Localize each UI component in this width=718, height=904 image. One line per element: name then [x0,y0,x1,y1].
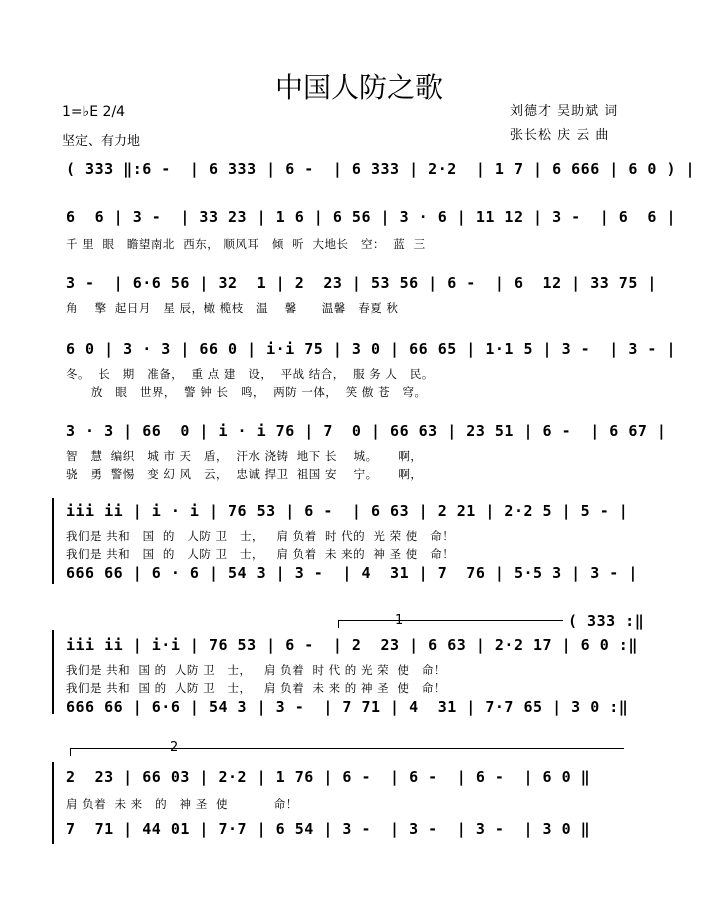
notation-row-1: ( 333 ‖:6 - | 6 333 | 6 - | 6 333 | 2·2 | 1 7 | 6 666 | 6 0 ) | [66,160,696,178]
notation-row-2: 6 6 | 3 - | 33 23 | 1 6 | 6 56 | 3 · 6 | 11 12 | 3 - | 6 6 | [66,208,676,226]
system-bracket [52,498,54,584]
lyric-row-2-verse-1: 千 里 眼 瞻望南北 西东， 顺风耳 倾 听 大地长 空： 蓝 三 [66,237,426,251]
notation-row-4: 6 0 | 3 · 3 | 66 0 | i·i 75 | 3 0 | 66 65 | 1·1 5 | 3 - | 3 - | [66,340,676,358]
lyric-row-4-verse-2: 放 眼 世界， 警 钟 长 鸣， 两防 一体， 笑 傲 苍 穹。 [66,385,427,399]
system-bracket [52,762,54,844]
notation-row-7-upper: iii ii | i·i | 76 53 | 6 - | 2 23 | 6 63 | 2·2 17 | 6 0 :‖ [66,636,638,654]
lyricist-credit: 刘德才 吴助斌 词 [510,104,619,119]
notation-row-6-lower: 666 66 | 6 · 6 | 54 3 | 3 - | 4 31 | 7 76 | 5·5 3 | 3 - | [66,564,638,582]
volta-1-tick [338,620,339,628]
lyric-row-3-verse-1: 角 擎 起日月 星 辰，橄 榄枝 温 馨 温馨 春夏 秋 [66,301,399,315]
song-title: 中国人防之歌 [274,71,443,104]
volta-2-number: 2 [170,740,179,755]
notation-row-8-upper: 2 23 | 66 03 | 2·2 | 1 76 | 6 - | 6 - | 6 - | 6 0 ‖ [66,768,591,786]
lyric-row-6-verse-1: 我们是 共和 国 的 人防 卫 士， 肩 负着 时 代的 光 荣 使 命！ [66,529,455,543]
volta-2-tick [70,748,71,756]
volta-1-number: 1 [395,613,404,628]
lyric-row-4-verse-1: 冬。 长 期 准备， 重 点 建 设， 平战 结合， 服 务 人 民。 [66,367,434,381]
system-bracket [52,630,54,714]
lyric-row-6-verse-2: 我们是 共和 国 的 人防 卫 士， 肩 负着 未 来的 神 圣 使 命！ [66,547,455,561]
lyric-row-7-verse-2: 我们是 共和 国 的 人防 卫 士， 肩 负着 未 来 的 神 圣 使 命！ [66,681,446,695]
notation-row-6-upper: iii ii | i · i | 76 53 | 6 - | 6 63 | 2 21 | 2·2 5 | 5 - | [66,502,629,520]
notation-row-7-lower: 666 66 | 6·6 | 54 3 | 3 - | 7 71 | 4 31 | 7·7 65 | 3 0 :‖ [66,698,629,716]
lyric-row-8-verse-1: 肩 负着 未 来 的 神 圣 使 命！ [66,797,298,811]
key-signature: 1=♭E 2/4 [62,104,126,120]
notation-row-8-lower: 7 71 | 44 01 | 7·7 | 6 54 | 3 - | 3 - | 3 - | 3 0 ‖ [66,820,591,838]
notation-row-5: 3 · 3 | 66 0 | i · i 76 | 7 0 | 66 63 | 23 51 | 6 - | 6 67 | [66,422,667,440]
lyric-row-5-verse-1: 智 慧 编织 城 市 天 盾， 汗水 浇铸 地下 长 城。 啊， [66,449,423,463]
volta-1-line [338,620,563,621]
lyric-row-7-verse-1: 我们是 共和 国 的 人防 卫 士， 肩 负着 时 代 的 光 荣 使 命！ [66,663,446,677]
composer-credit: 张长松 庆 云 曲 [510,128,610,143]
repeat-ending-notes: ( 333 :‖ [568,612,645,630]
lyric-row-5-verse-2: 骁 勇 警惕 变 幻 风 云， 忠诚 捍卫 祖国 安 宁。 啊， [66,467,423,481]
notation-row-3: 3 - | 6·6 56 | 32 1 | 2 23 | 53 56 | 6 - | 6 12 | 33 75 | [66,274,657,292]
tempo-marking: 坚定、有力地 [62,134,141,149]
volta-2-line [70,748,624,749]
